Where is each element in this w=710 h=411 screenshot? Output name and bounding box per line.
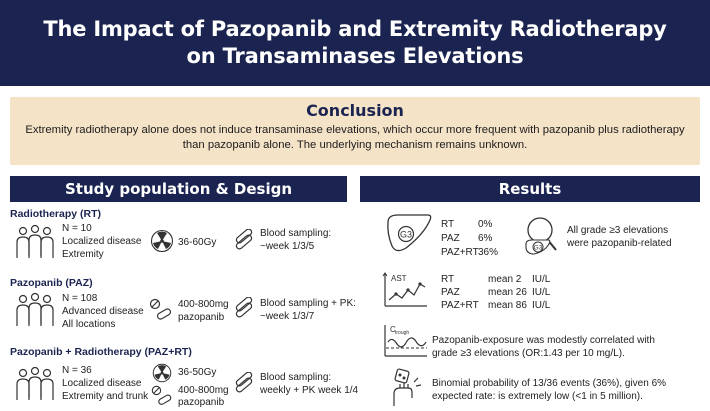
radiation-icon <box>150 229 174 253</box>
group-title-rt: Radiotherapy (RT) <box>10 208 102 220</box>
svg-text:AST: AST <box>391 274 407 283</box>
hand-dice-icon <box>388 368 424 408</box>
group-n-rt: N = 10 <box>62 223 92 234</box>
group-population-rt-2: Extremity <box>62 249 104 260</box>
test-tubes-icon <box>232 229 256 253</box>
study-section-header <box>10 176 347 202</box>
radiation-icon <box>152 363 172 383</box>
group-title-paz: Pazopanib (PAZ) <box>10 277 93 289</box>
g3-note-1: All grade ≥3 elevations <box>567 225 669 236</box>
ast-rt-group: RT <box>441 274 455 285</box>
magnifier-liver-icon <box>518 214 562 258</box>
g3-rate-pazrt-value: 36% <box>478 247 499 258</box>
liver-icon <box>384 212 434 256</box>
study-heading: Study population & Design <box>64 180 293 198</box>
group-population-paz-2: All locations <box>62 319 116 330</box>
group-dose-paz-rt-paz-1: 400-800mg <box>178 385 229 396</box>
conclusion-box <box>10 97 700 165</box>
people-group-icon <box>14 366 56 402</box>
group-dose-paz-2: pazopanib <box>178 312 225 323</box>
g3-rate-rt-value: 0% <box>478 219 493 230</box>
group-n-paz: N = 108 <box>62 293 98 304</box>
ast-pazrt-mean: mean 86 <box>488 300 527 311</box>
group-dose-paz-rt-paz-2: pazopanib <box>178 397 225 408</box>
svg-text:G3: G3 <box>533 244 543 252</box>
test-tubes-icon <box>232 297 256 321</box>
ast-paz-group: PAZ <box>441 287 460 298</box>
people-group-icon <box>14 292 56 328</box>
g3-rate-rt-group: RT <box>441 219 455 230</box>
svg-text:G3: G3 <box>399 229 413 240</box>
binomial-text-2: expected rate: is extremely low (<1 in 5 million). <box>432 391 643 402</box>
ast-rt-unit: IU/L <box>532 274 551 285</box>
group-sampling-paz-rt-2: weekly + PK week 1/4 <box>260 385 359 396</box>
ast-paz-mean: mean 26 <box>488 287 527 298</box>
g3-note-2: were pazopanib-related <box>567 238 672 249</box>
group-dose-paz-rt-rt: 36-50Gy <box>178 367 217 378</box>
g3-rate-paz-group: PAZ <box>441 233 460 244</box>
title-banner <box>0 0 710 86</box>
ast-chart-icon <box>380 270 430 310</box>
ast-paz-unit: IU/L <box>532 287 551 298</box>
group-population-rt-1: Localized disease <box>62 236 142 247</box>
exposure-text-2: grade ≥3 elevations (OR:1.43 per 10 mg/L). <box>432 348 625 359</box>
group-population-paz-rt-1: Localized disease <box>62 378 142 389</box>
people-group-icon <box>14 224 56 260</box>
group-sampling-rt-1: Blood sampling: <box>260 228 332 239</box>
group-sampling-rt-2: ~week 1/3/5 <box>260 241 315 252</box>
g3-rate-pazrt-group: PAZ+RT <box>441 247 479 258</box>
group-sampling-paz-1: Blood sampling + PK: <box>260 298 356 309</box>
results-section-header <box>360 176 700 202</box>
test-tubes-icon <box>232 372 256 396</box>
ctrough-chart-icon <box>380 322 430 360</box>
page-title: The Impact of Pazopanib and Extremity Radiotherapy on Transaminases Elevations <box>43 17 667 68</box>
pills-icon <box>148 297 174 323</box>
pills-icon <box>150 384 174 408</box>
group-sampling-paz-rt-1: Blood sampling: <box>260 372 332 383</box>
group-sampling-paz-2: ~week 1/3/7 <box>260 311 315 322</box>
exposure-text-1: Pazopanib-exposure was modestly correlated with <box>432 335 655 346</box>
ast-pazrt-group: PAZ+RT <box>441 300 479 311</box>
group-n-paz-rt: N = 36 <box>62 365 92 376</box>
ast-rt-mean: mean 2 <box>488 274 522 285</box>
group-title-paz-rt: Pazopanib + Radiotherapy (PAZ+RT) <box>10 346 192 358</box>
ast-pazrt-unit: IU/L <box>532 300 551 311</box>
svg-text:trough: trough <box>395 330 410 336</box>
conclusion-text: Extremity radiotherapy alone does not induce transaminase elevations, which occur more frequent with pazopanib plus radiotherapy than pazopanib alone. The underlying mechanism remains unknown. <box>25 124 685 151</box>
binomial-text-1: Binomial probability of 13/36 events (36%), given 6% <box>432 378 667 389</box>
results-heading: Results <box>498 180 562 198</box>
g3-rate-paz-value: 6% <box>478 233 493 244</box>
group-population-paz-1: Advanced disease <box>62 306 144 317</box>
svg-text:C: C <box>390 325 396 334</box>
group-dose-rt: 36-60Gy <box>178 237 217 248</box>
conclusion-heading: Conclusion <box>306 101 404 120</box>
group-population-paz-rt-2: Extremity and trunk <box>62 391 149 402</box>
group-dose-paz-1: 400-800mg <box>178 299 229 310</box>
